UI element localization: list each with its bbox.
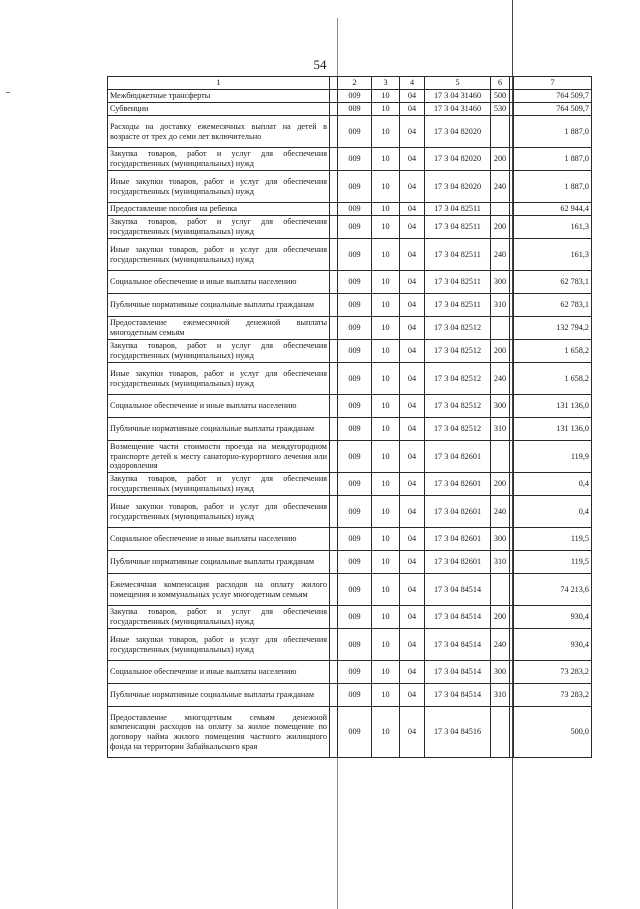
target-article-cell: 17 3 04 82601 xyxy=(425,528,491,551)
target-article-cell: 17 3 04 82511 xyxy=(425,239,491,271)
section-code-cell: 10 xyxy=(372,574,400,606)
column-gap xyxy=(330,574,338,606)
subsection-code-cell: 04 xyxy=(400,90,425,103)
table-row xyxy=(108,203,592,216)
table-row xyxy=(108,707,592,758)
row-name-cell: Публичные нормативные социальные выплаты гражданам xyxy=(108,551,330,574)
ministry-code-cell: 009 xyxy=(338,103,372,116)
row-name-cell: Ежемесячная компенсация расходов на оплату жилого помещения и коммунальных услуг многодетным семьям xyxy=(108,574,330,606)
target-article-cell: 17 3 04 82512 xyxy=(425,395,491,418)
section-code-cell: 10 xyxy=(372,606,400,629)
subsection-code-cell: 04 xyxy=(400,395,425,418)
row-name-cell: Закупка товаров, работ и услуг для обеспечения государственных (муниципальных) нужд xyxy=(108,340,330,363)
section-code-cell: 10 xyxy=(372,317,400,340)
table-row xyxy=(108,496,592,528)
table-row xyxy=(108,395,592,418)
header-col-2: 2 xyxy=(338,77,372,90)
column-gap xyxy=(330,116,338,148)
column-gap xyxy=(330,148,338,171)
table-row xyxy=(108,171,592,203)
column-gap xyxy=(330,271,338,294)
expense-type-cell: 240 xyxy=(491,363,510,395)
ministry-code-cell: 009 xyxy=(338,203,372,216)
column-gap xyxy=(330,363,338,395)
ministry-code-cell: 009 xyxy=(338,116,372,148)
column-gap xyxy=(330,473,338,496)
subsection-code-cell: 04 xyxy=(400,271,425,294)
amount-cell: 764 509,7 xyxy=(514,90,592,103)
row-name-cell: Иные закупки товаров, работ и услуг для обеспечения государственных (муниципальных) нужд xyxy=(108,496,330,528)
expense-type-cell xyxy=(491,574,510,606)
target-article-cell: 17 3 04 82020 xyxy=(425,116,491,148)
section-code-cell: 10 xyxy=(372,363,400,395)
expense-type-cell: 310 xyxy=(491,294,510,317)
expense-type-cell xyxy=(491,441,510,473)
column-gap xyxy=(330,216,338,239)
section-code-cell: 10 xyxy=(372,496,400,528)
row-name-cell: Иные закупки товаров, работ и услуг для обеспечения государственных (муниципальных) нужд xyxy=(108,171,330,203)
amount-cell: 62 783,1 xyxy=(514,294,592,317)
subsection-code-cell: 04 xyxy=(400,418,425,441)
subsection-code-cell: 04 xyxy=(400,239,425,271)
amount-cell: 161,3 xyxy=(514,239,592,271)
expense-type-cell xyxy=(491,116,510,148)
ministry-code-cell: 009 xyxy=(338,528,372,551)
target-article-cell: 17 3 04 84516 xyxy=(425,707,491,758)
header-col-1: 1 xyxy=(108,77,330,90)
ministry-code-cell: 009 xyxy=(338,90,372,103)
header-col-6: 6 xyxy=(491,77,510,90)
subsection-code-cell: 04 xyxy=(400,684,425,707)
section-code-cell: 10 xyxy=(372,707,400,758)
table-row xyxy=(108,551,592,574)
amount-cell: 930,4 xyxy=(514,629,592,661)
ministry-code-cell: 009 xyxy=(338,317,372,340)
header-col-7: 7 xyxy=(514,77,592,90)
table-row xyxy=(108,661,592,684)
section-code-cell: 10 xyxy=(372,661,400,684)
column-gap xyxy=(330,239,338,271)
ministry-code-cell: 009 xyxy=(338,239,372,271)
expense-type-cell: 310 xyxy=(491,684,510,707)
subsection-code-cell: 04 xyxy=(400,606,425,629)
column-gap xyxy=(330,606,338,629)
section-code-cell: 10 xyxy=(372,395,400,418)
row-name-cell: Расходы на доставку ежемесячных выплат на детей в возрасте от трех до семи лет включительно xyxy=(108,116,330,148)
budget-table xyxy=(107,76,592,758)
ministry-code-cell: 009 xyxy=(338,363,372,395)
column-gap xyxy=(330,684,338,707)
column-gap xyxy=(330,395,338,418)
row-name-cell: Иные закупки товаров, работ и услуг для обеспечения государственных (муниципальных) нужд xyxy=(108,629,330,661)
amount-cell: 1 658,2 xyxy=(514,363,592,395)
expense-type-cell: 310 xyxy=(491,551,510,574)
table-row xyxy=(108,90,592,103)
amount-cell: 62 944,4 xyxy=(514,203,592,216)
table-row xyxy=(108,473,592,496)
expense-type-cell: 240 xyxy=(491,629,510,661)
target-article-cell: 17 3 04 31460 xyxy=(425,103,491,116)
amount-cell: 764 509,7 xyxy=(514,103,592,116)
ministry-code-cell: 009 xyxy=(338,551,372,574)
expense-type-cell xyxy=(491,203,510,216)
section-code-cell: 10 xyxy=(372,473,400,496)
row-name-cell: Закупка товаров, работ и услуг для обеспечения государственных (муниципальных) нужд xyxy=(108,606,330,629)
table-row xyxy=(108,363,592,395)
amount-cell: 62 783,1 xyxy=(514,271,592,294)
target-article-cell: 17 3 04 82601 xyxy=(425,496,491,528)
table-row xyxy=(108,148,592,171)
ministry-code-cell: 009 xyxy=(338,661,372,684)
column-gap xyxy=(330,103,338,116)
target-article-cell: 17 3 04 82511 xyxy=(425,203,491,216)
amount-cell: 119,5 xyxy=(514,551,592,574)
expense-type-cell: 530 xyxy=(491,103,510,116)
column-gap xyxy=(330,340,338,363)
subsection-code-cell: 04 xyxy=(400,294,425,317)
table-row xyxy=(108,340,592,363)
row-name-cell: Социальное обеспечение и иные выплаты населению xyxy=(108,271,330,294)
expense-type-cell: 310 xyxy=(491,418,510,441)
target-article-cell: 17 3 04 82511 xyxy=(425,216,491,239)
target-article-cell: 17 3 04 82512 xyxy=(425,363,491,395)
section-code-cell: 10 xyxy=(372,528,400,551)
row-name-cell: Закупка товаров, работ и услуг для обеспечения государственных (муниципальных) нужд xyxy=(108,148,330,171)
row-name-cell: Межбюджетные трансферты xyxy=(108,90,330,103)
expense-type-cell xyxy=(491,707,510,758)
subsection-code-cell: 04 xyxy=(400,340,425,363)
section-code-cell: 10 xyxy=(372,171,400,203)
expense-type-cell: 240 xyxy=(491,239,510,271)
target-article-cell: 17 3 04 82512 xyxy=(425,317,491,340)
amount-cell: 131 136,0 xyxy=(514,418,592,441)
column-gap xyxy=(330,418,338,441)
expense-type-cell: 500 xyxy=(491,90,510,103)
table-row xyxy=(108,271,592,294)
table-row xyxy=(108,441,592,473)
target-article-cell: 17 3 04 82601 xyxy=(425,473,491,496)
target-article-cell: 17 3 04 82511 xyxy=(425,271,491,294)
amount-cell: 1 887,0 xyxy=(514,148,592,171)
subsection-code-cell: 04 xyxy=(400,216,425,239)
amount-cell: 1 887,0 xyxy=(514,171,592,203)
column-gap xyxy=(330,528,338,551)
column-gap xyxy=(330,496,338,528)
target-article-cell: 17 3 04 82512 xyxy=(425,418,491,441)
subsection-code-cell: 04 xyxy=(400,171,425,203)
amount-cell: 119,5 xyxy=(514,528,592,551)
ministry-code-cell: 009 xyxy=(338,216,372,239)
page-number: 54 xyxy=(313,57,327,72)
subsection-code-cell: 04 xyxy=(400,363,425,395)
expense-type-cell: 300 xyxy=(491,528,510,551)
subsection-code-cell: 04 xyxy=(400,496,425,528)
expense-type-cell: 300 xyxy=(491,661,510,684)
column-gap xyxy=(330,441,338,473)
section-code-cell: 10 xyxy=(372,551,400,574)
expense-type-cell: 300 xyxy=(491,271,510,294)
column-gap xyxy=(330,629,338,661)
target-article-cell: 17 3 04 84514 xyxy=(425,574,491,606)
table-row xyxy=(108,606,592,629)
ministry-code-cell: 009 xyxy=(338,629,372,661)
expense-type-cell: 200 xyxy=(491,148,510,171)
row-name-cell: Социальное обеспечение и иные выплаты населению xyxy=(108,661,330,684)
subsection-code-cell: 04 xyxy=(400,629,425,661)
section-code-cell: 10 xyxy=(372,90,400,103)
row-name-cell: Социальное обеспечение и иные выплаты населению xyxy=(108,528,330,551)
expense-type-cell: 200 xyxy=(491,606,510,629)
column-gap xyxy=(330,77,338,90)
row-name-cell: Предоставление ежемесячной денежной выплаты многодетным семьям xyxy=(108,317,330,340)
row-name-cell: Закупка товаров, работ и услуг для обеспечения государственных (муниципальных) нужд xyxy=(108,473,330,496)
table-row xyxy=(108,116,592,148)
section-code-cell: 10 xyxy=(372,203,400,216)
ministry-code-cell: 009 xyxy=(338,148,372,171)
target-article-cell: 17 3 04 82020 xyxy=(425,171,491,203)
column-gap xyxy=(330,294,338,317)
subsection-code-cell: 04 xyxy=(400,473,425,496)
subsection-code-cell: 04 xyxy=(400,203,425,216)
subsection-code-cell: 04 xyxy=(400,148,425,171)
target-article-cell: 17 3 04 82601 xyxy=(425,551,491,574)
section-code-cell: 10 xyxy=(372,340,400,363)
section-code-cell: 10 xyxy=(372,116,400,148)
ministry-code-cell: 009 xyxy=(338,271,372,294)
amount-cell: 500,0 xyxy=(514,707,592,758)
expense-type-cell: 240 xyxy=(491,171,510,203)
table-row xyxy=(108,629,592,661)
amount-cell: 132 794,2 xyxy=(514,317,592,340)
row-name-cell: Иные закупки товаров, работ и услуг для обеспечения государственных (муниципальных) нужд xyxy=(108,363,330,395)
column-gap xyxy=(330,551,338,574)
expense-type-cell: 200 xyxy=(491,340,510,363)
header-col-5: 5 xyxy=(425,77,491,90)
ministry-code-cell: 009 xyxy=(338,684,372,707)
ministry-code-cell: 009 xyxy=(338,340,372,363)
table-row xyxy=(108,418,592,441)
ministry-code-cell: 009 xyxy=(338,395,372,418)
amount-cell: 119,9 xyxy=(514,441,592,473)
section-code-cell: 10 xyxy=(372,148,400,171)
header-col-4: 4 xyxy=(400,77,425,90)
amount-cell: 74 213,6 xyxy=(514,574,592,606)
ministry-code-cell: 009 xyxy=(338,707,372,758)
subsection-code-cell: 04 xyxy=(400,707,425,758)
section-code-cell: 10 xyxy=(372,629,400,661)
header-col-3: 3 xyxy=(372,77,400,90)
table-row xyxy=(108,684,592,707)
row-name-cell: Возмещение части стоимости проезда на междугородном транспорте детей к месту санаторно-курортного лечения или оздоровления xyxy=(108,441,330,473)
target-article-cell: 17 3 04 84514 xyxy=(425,661,491,684)
amount-cell: 73 283,2 xyxy=(514,661,592,684)
ministry-code-cell: 009 xyxy=(338,496,372,528)
column-gap xyxy=(330,171,338,203)
subsection-code-cell: 04 xyxy=(400,661,425,684)
ministry-code-cell: 009 xyxy=(338,606,372,629)
column-gap xyxy=(330,90,338,103)
section-code-cell: 10 xyxy=(372,271,400,294)
subsection-code-cell: 04 xyxy=(400,551,425,574)
subsection-code-cell: 04 xyxy=(400,528,425,551)
amount-cell: 0,4 xyxy=(514,496,592,528)
target-article-cell: 17 3 04 82020 xyxy=(425,148,491,171)
section-code-cell: 10 xyxy=(372,418,400,441)
section-code-cell: 10 xyxy=(372,216,400,239)
section-code-cell: 10 xyxy=(372,103,400,116)
row-name-cell: Публичные нормативные социальные выплаты гражданам xyxy=(108,418,330,441)
target-article-cell: 17 3 04 82601 xyxy=(425,441,491,473)
expense-type-cell: 240 xyxy=(491,496,510,528)
column-gap xyxy=(330,203,338,216)
row-name-cell: Публичные нормативные социальные выплаты гражданам xyxy=(108,684,330,707)
section-code-cell: 10 xyxy=(372,441,400,473)
row-name-cell: Социальное обеспечение и иные выплаты населению xyxy=(108,395,330,418)
table-row xyxy=(108,528,592,551)
subsection-code-cell: 04 xyxy=(400,574,425,606)
amount-cell: 131 136,0 xyxy=(514,395,592,418)
target-article-cell: 17 3 04 31460 xyxy=(425,90,491,103)
ministry-code-cell: 009 xyxy=(338,171,372,203)
table-row xyxy=(108,216,592,239)
target-article-cell: 17 3 04 82511 xyxy=(425,294,491,317)
table-row xyxy=(108,574,592,606)
target-article-cell: 17 3 04 82512 xyxy=(425,340,491,363)
subsection-code-cell: 04 xyxy=(400,116,425,148)
subsection-code-cell: 04 xyxy=(400,103,425,116)
table-header-row xyxy=(108,77,592,90)
ministry-code-cell: 009 xyxy=(338,473,372,496)
ministry-code-cell: 009 xyxy=(338,418,372,441)
expense-type-cell: 200 xyxy=(491,473,510,496)
column-gap xyxy=(330,661,338,684)
row-name-cell: Предоставление пособия на ребенка xyxy=(108,203,330,216)
ministry-code-cell: 009 xyxy=(338,294,372,317)
expense-type-cell xyxy=(491,317,510,340)
target-article-cell: 17 3 04 84514 xyxy=(425,606,491,629)
row-name-cell: Субвенции xyxy=(108,103,330,116)
expense-type-cell: 300 xyxy=(491,395,510,418)
amount-cell: 930,4 xyxy=(514,606,592,629)
table-row xyxy=(108,294,592,317)
row-name-cell: Предоставление многодетным семьям денежной компенсации расходов на оплату за жилое помещение по договору найма жилого помещения частного жилищного фонда на территории Забайкальского края xyxy=(108,707,330,758)
scan-mark xyxy=(6,92,10,93)
section-code-cell: 10 xyxy=(372,684,400,707)
table-body xyxy=(108,90,592,758)
subsection-code-cell: 04 xyxy=(400,317,425,340)
target-article-cell: 17 3 04 84514 xyxy=(425,684,491,707)
row-name-cell: Публичные нормативные социальные выплаты гражданам xyxy=(108,294,330,317)
column-gap xyxy=(330,317,338,340)
expense-type-cell: 200 xyxy=(491,216,510,239)
section-code-cell: 10 xyxy=(372,239,400,271)
ministry-code-cell: 009 xyxy=(338,574,372,606)
amount-cell: 73 283,2 xyxy=(514,684,592,707)
row-name-cell: Закупка товаров, работ и услуг для обеспечения государственных (муниципальных) нужд xyxy=(108,216,330,239)
amount-cell: 1 887,0 xyxy=(514,116,592,148)
table-row xyxy=(108,239,592,271)
amount-cell: 1 658,2 xyxy=(514,340,592,363)
target-article-cell: 17 3 04 84514 xyxy=(425,629,491,661)
amount-cell: 161,3 xyxy=(514,216,592,239)
ministry-code-cell: 009 xyxy=(338,441,372,473)
subsection-code-cell: 04 xyxy=(400,441,425,473)
amount-cell: 0,4 xyxy=(514,473,592,496)
row-name-cell: Иные закупки товаров, работ и услуг для обеспечения государственных (муниципальных) нужд xyxy=(108,239,330,271)
column-gap xyxy=(330,707,338,758)
section-code-cell: 10 xyxy=(372,294,400,317)
table-row xyxy=(108,103,592,116)
table-row xyxy=(108,317,592,340)
